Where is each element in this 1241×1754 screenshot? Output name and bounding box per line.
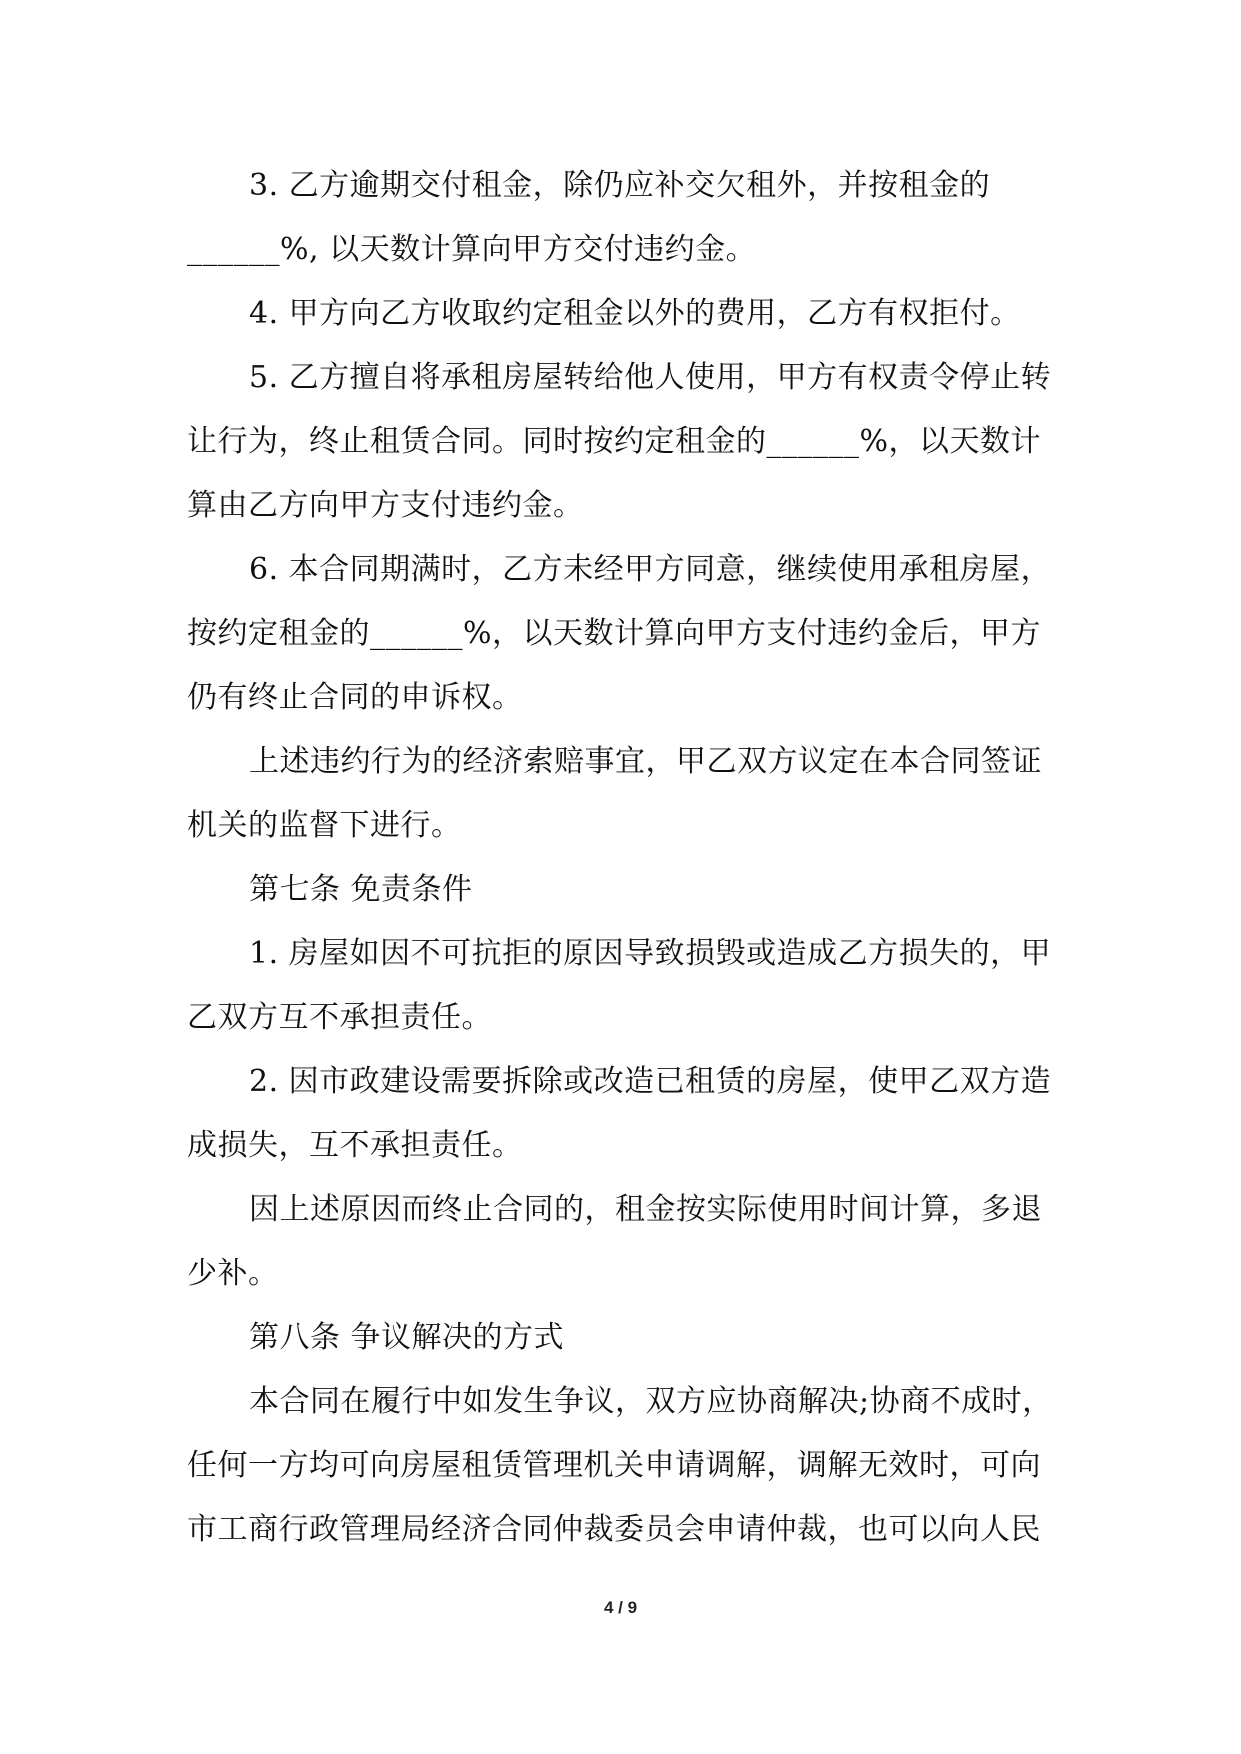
text-line: 因上述原因而终止合同的，租金按实际使用时间计算，多退 — [249, 1192, 1042, 1227]
page-number: 4 / 9 — [603, 1598, 638, 1617]
text-line: 2. 因市政建设需要拆除或改造已租赁的房屋，使甲乙双方造 — [249, 1064, 1052, 1099]
text-line: 6. 本合同期满时，乙方未经甲方同意，继续使用承租房屋， — [249, 552, 1052, 587]
text-line: 乙双方互不承担责任。 — [187, 1000, 492, 1035]
text-line: 成损失，互不承担责任。 — [187, 1128, 523, 1163]
text-line: 按约定租金的______%，以天数计算向甲方支付违约金后，甲方 — [187, 616, 1042, 651]
text-line: 机关的监督下进行。 — [187, 808, 462, 843]
text-line: 5. 乙方擅自将承租房屋转给他人使用，甲方有权责令停止转 — [249, 360, 1052, 395]
text-line: 仍有终止合同的申诉权。 — [187, 680, 523, 715]
text-line: 让行为，终止租赁合同。同时按约定租金的______%，以天数计 — [187, 424, 1042, 459]
text-line: 4. 甲方向乙方收取约定租金以外的费用，乙方有权拒付。 — [249, 296, 1021, 331]
text-line: 第七条 免责条件 — [249, 872, 473, 907]
text-line: 1. 房屋如因不可抗拒的原因导致损毁或造成乙方损失的，甲 — [249, 936, 1052, 971]
text-line: 3. 乙方逾期交付租金，除仍应补交欠租外，并按租金的 — [249, 168, 991, 203]
text-line: 第八条 争议解决的方式 — [249, 1320, 565, 1355]
text-line: 市工商行政管理局经济合同仲裁委员会申请仲裁，也可以向人民 — [187, 1512, 1041, 1547]
document-body — [187, 154, 1057, 1562]
text-line: 算由乙方向甲方支付违约金。 — [187, 488, 584, 523]
text-line: ______%, 以天数计算向甲方交付违约金。 — [187, 232, 757, 267]
text-line: 少补。 — [187, 1256, 279, 1291]
text-line: 上述违约行为的经济索赔事宜，甲乙双方议定在本合同签证 — [249, 744, 1042, 779]
text-line: 本合同在履行中如发生争议，双方应协商解决;协商不成时， — [249, 1384, 1053, 1419]
text-line: 任何一方均可向房屋租赁管理机关申请调解，调解无效时，可向 — [187, 1448, 1041, 1483]
